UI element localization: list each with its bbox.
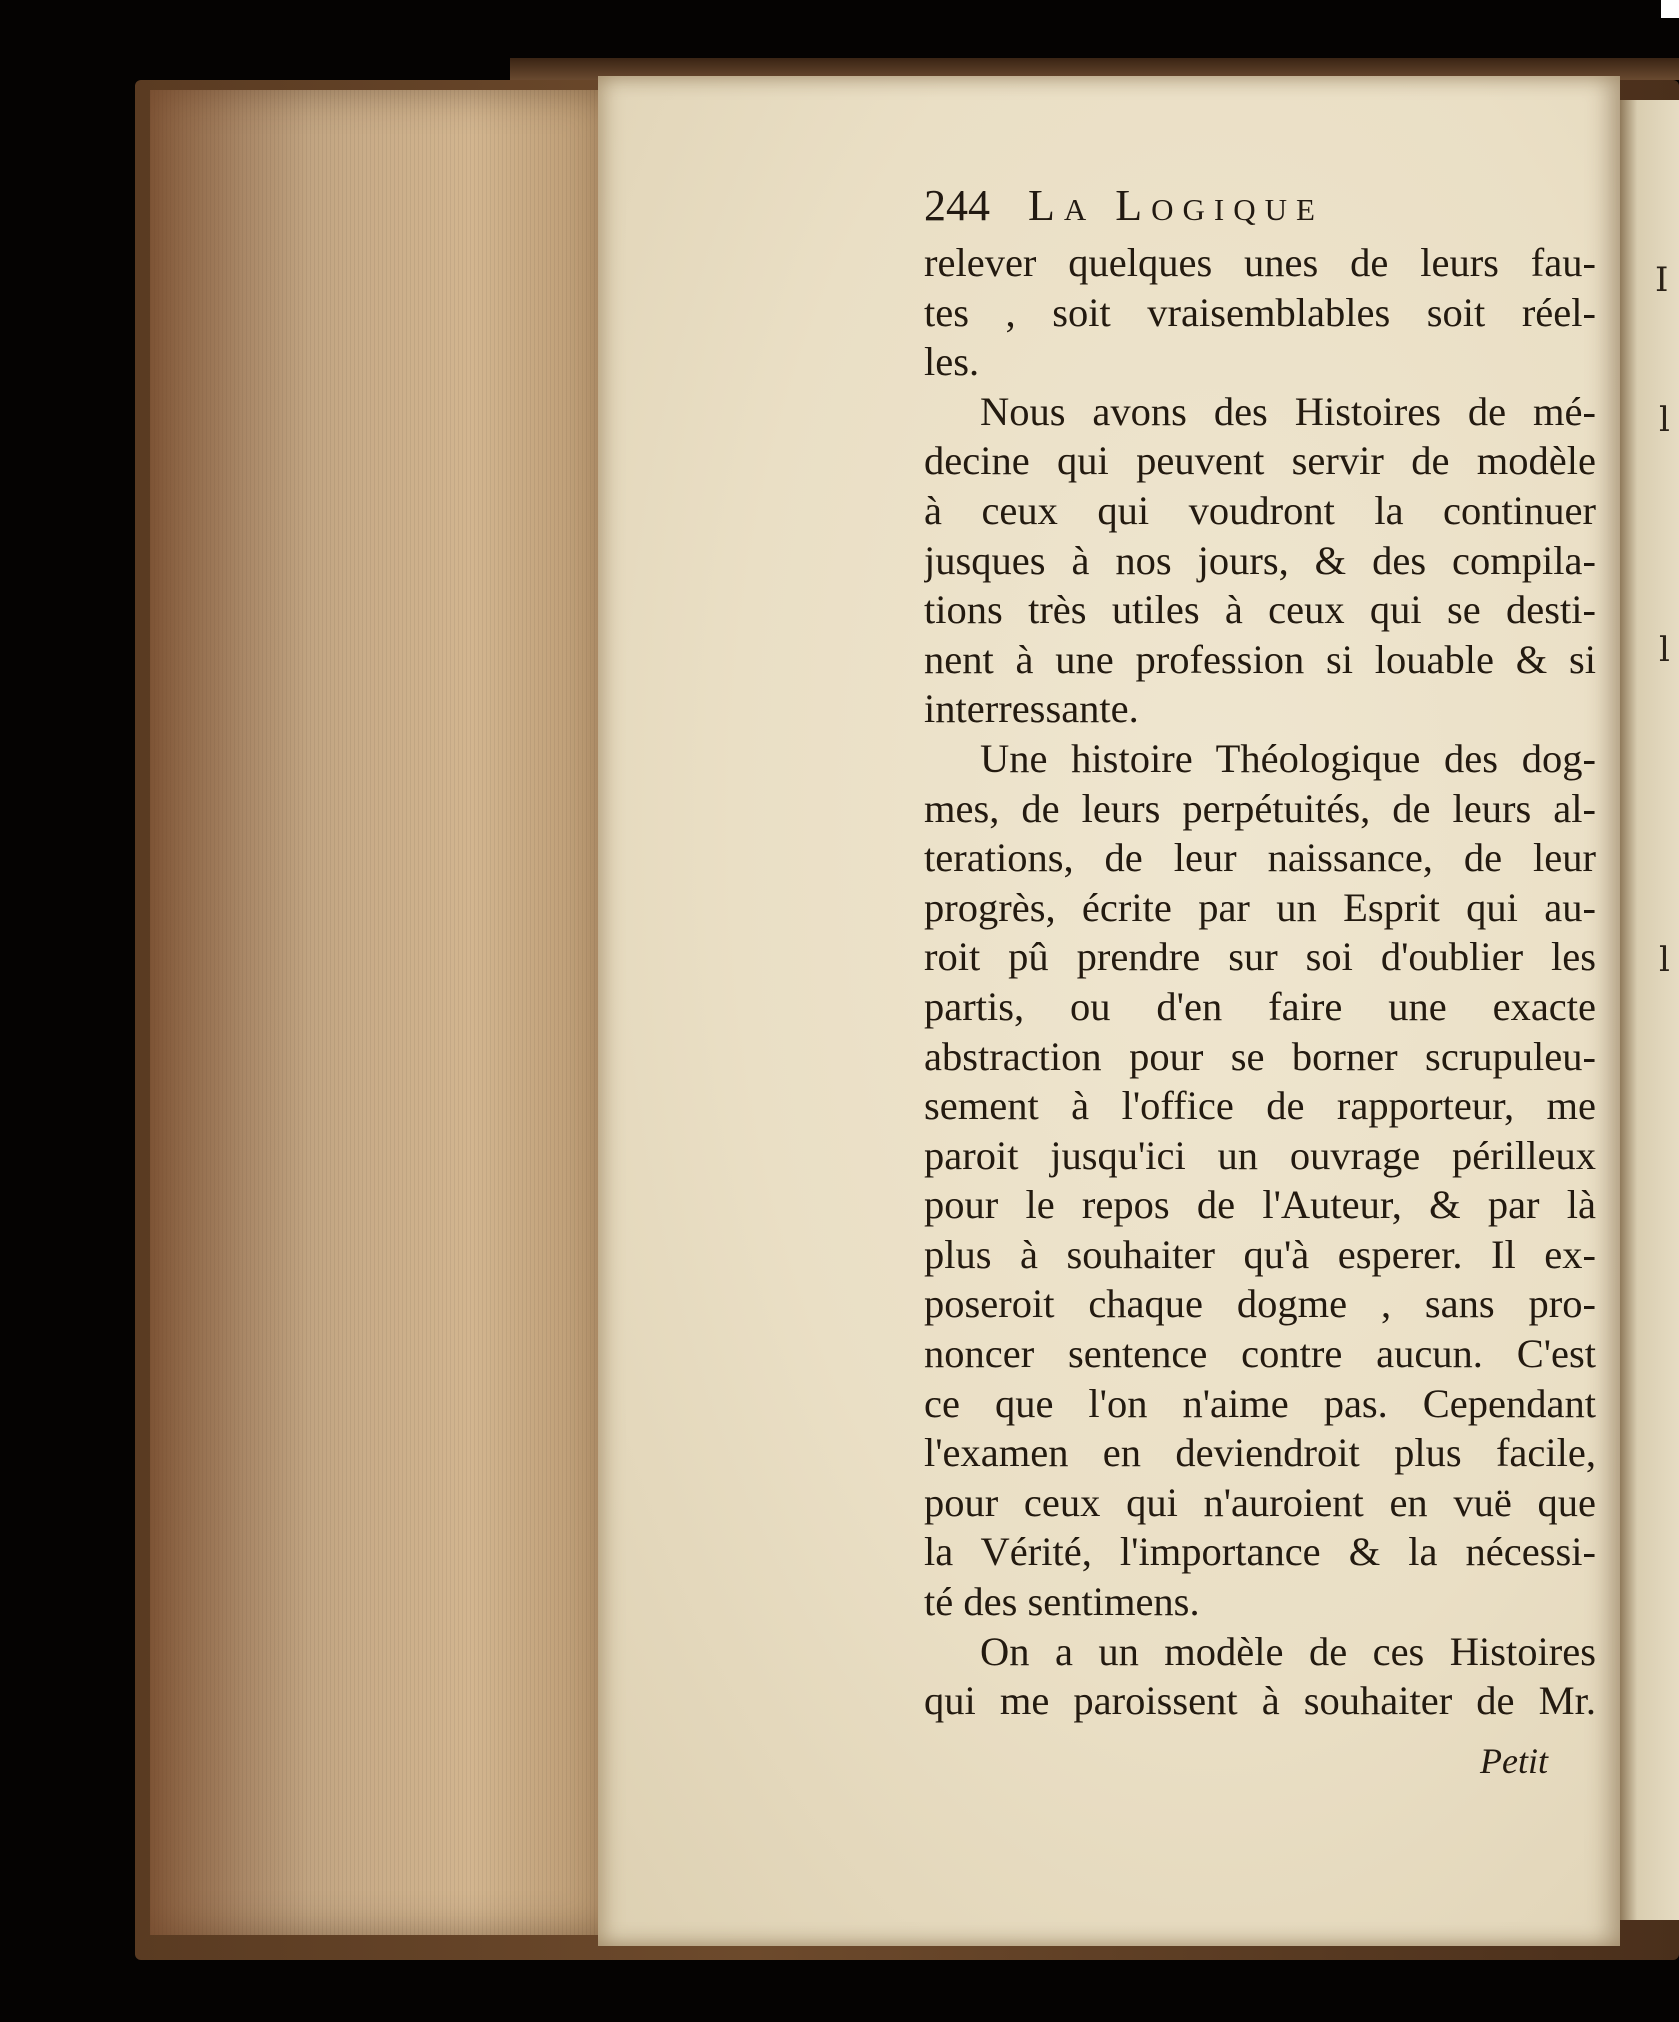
text-line: partis, ou d'en faire une exacte bbox=[924, 983, 1596, 1029]
running-header bbox=[924, 180, 1484, 231]
text-line: abstraction pour se borner scrupuleu- bbox=[924, 1033, 1596, 1079]
text-line: à ceux qui voudront la continuer bbox=[924, 487, 1596, 533]
text-line: terations, de leur naissance, de leur bbox=[924, 835, 1596, 881]
text-line: ce que l'on n'aime pas. Cependant bbox=[924, 1380, 1596, 1426]
text-line: jusques à nos jours, & des compila- bbox=[924, 537, 1596, 583]
facing-page-glyph: l bbox=[1659, 400, 1670, 440]
text-line: tes , soit vraisemblables soit réel- bbox=[924, 289, 1596, 335]
text-line: poseroit chaque dogme , sans pro- bbox=[924, 1281, 1596, 1327]
facing-page-glyph: l bbox=[1659, 630, 1670, 670]
text-line: tions très utiles à ceux qui se desti- bbox=[924, 587, 1596, 633]
text-line: les. bbox=[924, 339, 980, 385]
text-line: sement à l'office de rapporteur, me bbox=[924, 1083, 1596, 1129]
text-line: l'examen en deviendroit plus facile, bbox=[924, 1430, 1596, 1476]
text-line: interressante. bbox=[924, 686, 1139, 732]
facing-page-glyph: I bbox=[1655, 260, 1669, 300]
text-line: progrès, écrite par un Esprit qui au- bbox=[924, 884, 1596, 930]
paragraph-first-line: On a un modèle de ces Histoires bbox=[980, 1628, 1596, 1674]
text-line: roit pû prendre sur soi d'oublier les bbox=[924, 934, 1596, 980]
text-line: té des sentimens. bbox=[924, 1579, 1200, 1625]
text-line: decine qui peuvent servir de modèle bbox=[924, 438, 1596, 484]
text-line: pour le repos de l'Auteur, & par là bbox=[924, 1182, 1596, 1228]
catchword: Petit bbox=[1480, 1741, 1548, 1781]
paragraph-first-line: Une histoire Théologique des dog- bbox=[980, 735, 1596, 781]
facing-page-glyph: l bbox=[1659, 940, 1670, 980]
text-line: relever quelques unes de leurs fau- bbox=[924, 240, 1596, 285]
facing-page-sliver bbox=[1615, 100, 1679, 1920]
text-line: plus à souhaiter qu'à esperer. Il ex- bbox=[924, 1231, 1596, 1277]
text-line: pour ceux qui n'auroient en vuë que bbox=[924, 1479, 1596, 1525]
page-number: 244 bbox=[924, 181, 990, 230]
paragraph-first-line: Nous avons des Histoires de mé- bbox=[980, 388, 1596, 434]
text-line: noncer sentence contre aucun. C'est bbox=[924, 1331, 1596, 1377]
scan-corner bbox=[1661, 0, 1679, 18]
page-body-text bbox=[924, 238, 1596, 1726]
text-line: nent à une profession si louable & si bbox=[924, 636, 1596, 682]
running-head-title: La Logique bbox=[1028, 181, 1324, 230]
text-line: paroit jusqu'ici un ouvrage périlleux bbox=[924, 1132, 1596, 1178]
page-block-stain bbox=[150, 90, 310, 1935]
text-line: la Vérité, l'importance & la nécessi- bbox=[924, 1529, 1596, 1575]
text-line: mes, de leurs perpétuités, de leurs al- bbox=[924, 785, 1596, 831]
text-line: qui me paroissent à souhaiter de Mr. bbox=[924, 1678, 1596, 1724]
